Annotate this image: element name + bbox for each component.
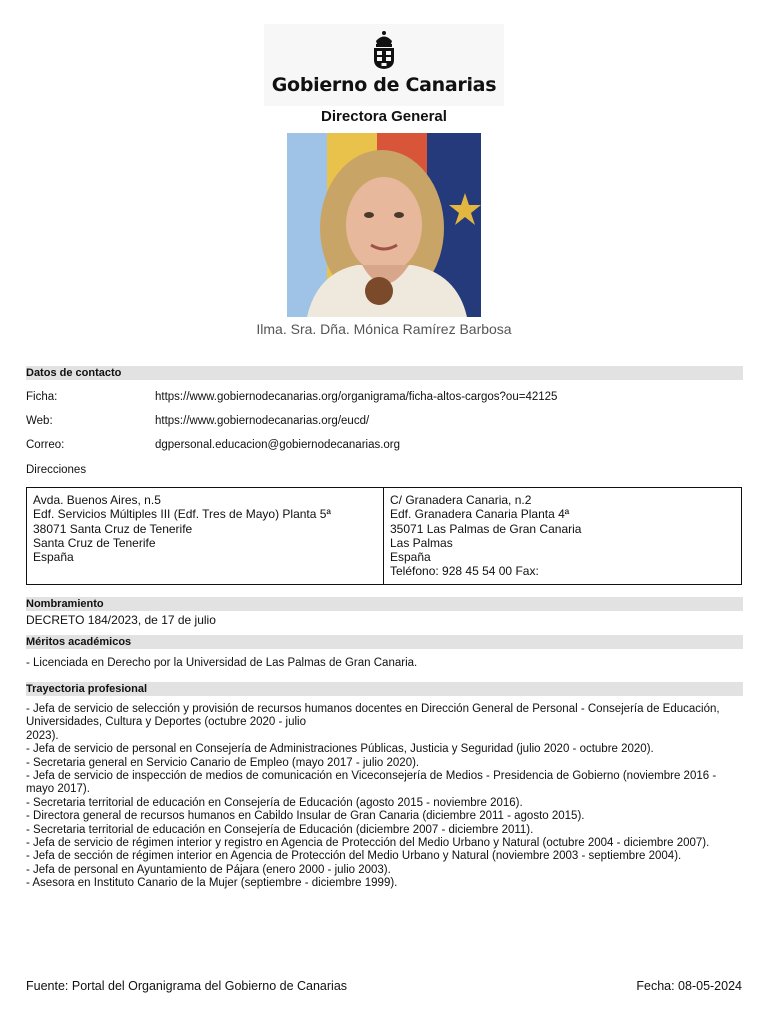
address-line: España bbox=[390, 550, 431, 565]
career-section-header bbox=[26, 682, 743, 696]
appointment-section-header bbox=[26, 597, 743, 611]
ficha-label: Ficha: bbox=[26, 391, 58, 403]
contact-section-header bbox=[26, 366, 743, 380]
address-line: Avda. Buenos Aires, n.5 bbox=[33, 493, 161, 507]
government-logo bbox=[264, 24, 504, 106]
address-line: C/ Granadera Canaria, n.2 bbox=[390, 493, 532, 507]
address-line: 38071 Santa Cruz de Tenerife bbox=[33, 521, 193, 536]
address-line: Las Palmas bbox=[390, 535, 453, 550]
email-link[interactable]: dgpersonal.educacion@gobiernodecanarias.org bbox=[155, 439, 401, 451]
web-label: Web: bbox=[26, 415, 53, 427]
address-phone: Teléfono: 928 45 54 00 Fax: bbox=[390, 564, 539, 579]
web-link[interactable]: https://www.gobiernodecanarias.org/eucd/ bbox=[155, 415, 370, 427]
addresses-label: Direcciones bbox=[26, 464, 87, 476]
list-item: - Jefa de sección de régimen interior en Agencia de Protección del Medio Urbano y Natural (noviembre 2003 - septiembre 2004). bbox=[26, 850, 682, 863]
address-line: 35071 Las Palmas de Gran Canaria bbox=[390, 521, 582, 536]
role-title: Directora General bbox=[321, 108, 447, 125]
official-name: Ilma. Sra. Dña. Mónica Ramírez Barbosa bbox=[256, 321, 512, 337]
address-tenerife bbox=[27, 488, 384, 584]
ficha-link[interactable]: https://www.gobiernodecanarias.org/organigrama/ficha-altos-cargos?ou=42125 bbox=[155, 391, 558, 403]
list-item: - Secretaria territorial de educación en Consejería de Educación (diciembre 2007 - diciembre 2011). bbox=[26, 823, 534, 836]
section-title: Datos de contacto bbox=[26, 367, 122, 379]
career-list bbox=[26, 703, 744, 891]
address-line: Santa Cruz de Tenerife bbox=[33, 535, 156, 550]
email-label: Correo: bbox=[26, 439, 65, 451]
list-item: - Jefa de servicio de inspección de medios de comunicación en Viceconsejería de Medios - Presidencia de Gobierno (noviembre 2016 - mayo 2017). bbox=[26, 770, 717, 796]
footer-date: Fecha: 08-05-2024 bbox=[636, 979, 742, 993]
list-item: - Jefa de servicio de personal en Consejería de Administraciones Públicas, Justicia y Seguridad (julio 2020 - octubre 2020). bbox=[26, 743, 654, 756]
brand-name: Gobierno de Canarias bbox=[271, 74, 497, 96]
coat-of-arms-icon bbox=[368, 30, 400, 70]
list-item: - Jefa de servicio de régimen interior y registro en Agencia de Protección del Medio Urbano y Natural (octubre 2004 - diciembre 2007). bbox=[26, 837, 710, 850]
list-item: - Jefa de servicio de selección y provisión de recursos humanos docentes en Dirección General de Personal - Consejería de Educación, Universidades, Cultura y Deportes (octubre 2020 - julio bbox=[26, 703, 720, 729]
merits-text: - Licenciada en Derecho por la Universidad de Las Palmas de Gran Canaria. bbox=[26, 657, 418, 669]
address-gran-canaria bbox=[384, 488, 741, 584]
section-title: Trayectoria profesional bbox=[26, 683, 148, 695]
address-line: Edf. Granadera Canaria Planta 4ª bbox=[390, 507, 570, 522]
footer-source: Fuente: Portal del Organigrama del Gobierno de Canarias bbox=[26, 979, 348, 993]
section-title: Nombramiento bbox=[26, 598, 104, 610]
appointment-decree: DECRETO 184/2023, de 17 de julio bbox=[26, 613, 216, 627]
portrait-photo bbox=[287, 133, 481, 317]
list-item: - Secretaria general en Servicio Canario de Empleo (mayo 2017 - julio 2020). bbox=[26, 756, 420, 769]
list-item: - Jefa de personal en Ayuntamiento de Pájara (enero 2000 - julio 2003). bbox=[26, 863, 391, 876]
addresses-table bbox=[26, 487, 742, 585]
address-line: Edf. Servicios Múltiples III (Edf. Tres de Mayo) Planta 5ª bbox=[33, 507, 331, 522]
list-item: - Secretaria territorial de educación en Consejería de Educación (agosto 2015 - noviembre 2016). bbox=[26, 796, 523, 809]
list-item: - Directora general de recursos humanos en Cabildo Insular de Gran Canaria (diciembre 2011 - agosto 2015). bbox=[26, 810, 585, 823]
list-item: 2023). bbox=[26, 729, 59, 742]
list-item: - Asesora en Instituto Canario de la Mujer (septiembre - diciembre 1999). bbox=[26, 877, 398, 890]
merits-section-header bbox=[26, 635, 743, 649]
address-line: España bbox=[33, 550, 74, 565]
section-title: Méritos académicos bbox=[26, 636, 132, 648]
